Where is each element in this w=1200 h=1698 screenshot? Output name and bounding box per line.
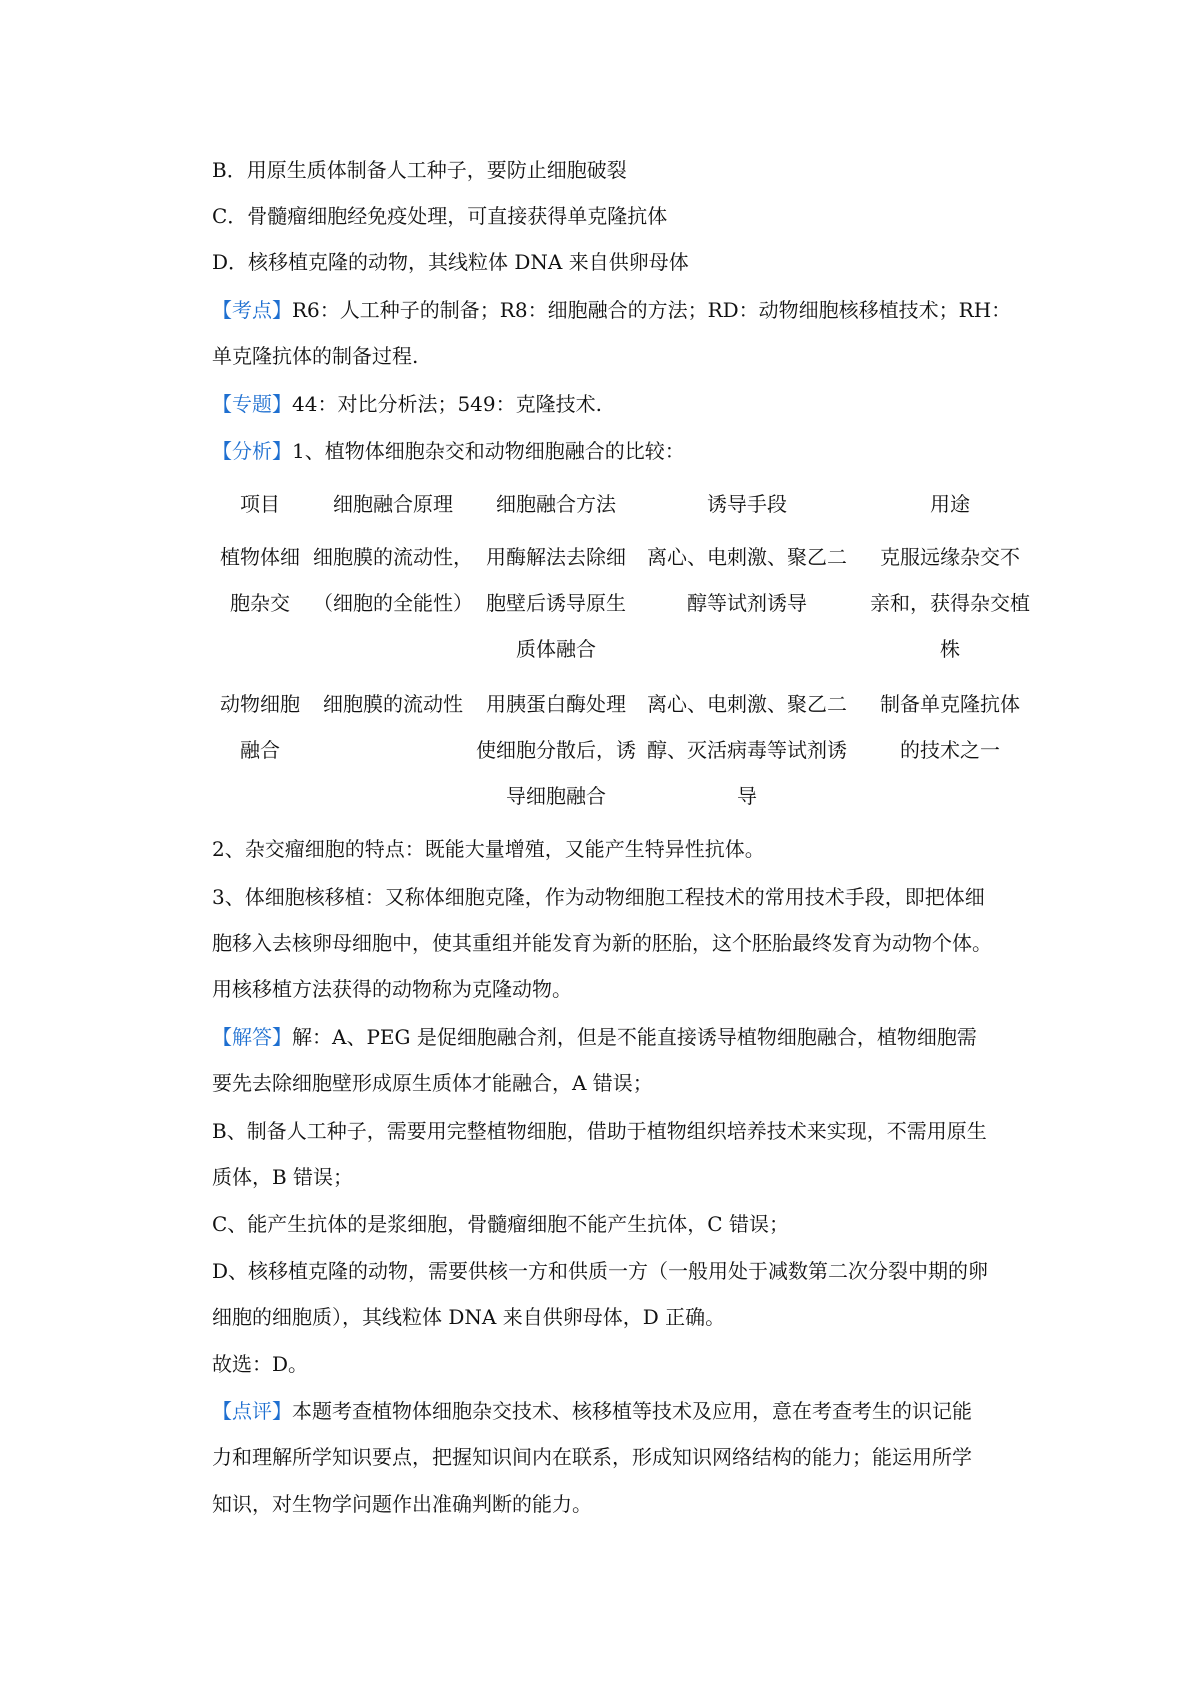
- dianping-text: 本题考查植物体细胞杂交技术、核移植等技术及应用，意在考查考生的识记能: [292, 1399, 972, 1423]
- fenxi-line: [212, 437, 1042, 465]
- table-cell: 胞壁后诱导原生: [486, 591, 626, 615]
- table-cell: 用酶解法去除细: [486, 545, 626, 569]
- fenxi-point-3-line-1: 3、体细胞核移植：又称体细胞克隆，作为动物细胞工程技术的常用技术手段，即把体细: [212, 885, 985, 909]
- kaodian-tag: 【考点】: [212, 298, 292, 322]
- jieda-choice: 故选：D。: [212, 1352, 309, 1376]
- option-c: C．骨髓瘤细胞经免疫处理，可直接获得单克隆抗体: [212, 204, 668, 228]
- table-header-induction: 诱导手段: [707, 492, 787, 516]
- table-cell: 导: [737, 784, 757, 808]
- dianping-line-1: [212, 1397, 1042, 1425]
- jieda-a-line-2: 要先去除细胞壁形成原生质体才能融合，A 错误；: [212, 1071, 653, 1095]
- jieda-b-line-2: 质体，B 错误；: [212, 1165, 354, 1189]
- table-cell: 离心、电刺激、聚乙二: [647, 545, 847, 569]
- table-header-method: 细胞融合方法: [496, 492, 616, 516]
- table-cell: 克服远缘杂交不: [880, 545, 1020, 569]
- table-cell: 细胞膜的流动性: [323, 692, 463, 716]
- table-cell: 融合: [240, 738, 280, 762]
- dianping-line-2: 力和理解所学知识要点，把握知识间内在联系，形成知识网络结构的能力；能运用所学: [212, 1445, 972, 1469]
- kaodian-text: R6：人工种子的制备；R8：细胞融合的方法；RD：动物细胞核移植技术；RH：: [292, 298, 1012, 322]
- jieda-line-1: [212, 1023, 1042, 1051]
- jieda-a-text: 解：A、PEG 是促细胞融合剂，但是不能直接诱导植物细胞融合，植物细胞需: [292, 1025, 977, 1049]
- table-cell: 动物细胞: [220, 692, 300, 716]
- jieda-tag: 【解答】: [212, 1025, 292, 1049]
- kaodian-line-2: 单克隆抗体的制备过程.: [212, 344, 419, 368]
- fenxi-point-3-line-2: 胞移入去核卵母细胞中，使其重组并能发育为新的胚胎，这个胚胎最终发育为动物个体。: [212, 931, 992, 955]
- option-d: D．核移植克隆的动物，其线粒体 DNA 来自供卵母体: [212, 250, 689, 274]
- table-cell: 离心、电刺激、聚乙二: [647, 692, 847, 716]
- table-header-principle: 细胞融合原理: [333, 492, 453, 516]
- table-cell: 植物体细: [220, 545, 300, 569]
- jieda-d-line-1: D、核移植克隆的动物，需要供核一方和供质一方（一般用处于减数第二次分裂中期的卵: [212, 1259, 989, 1283]
- table-cell: （细胞的全能性）: [313, 591, 473, 615]
- table-header-item: 项目: [240, 492, 280, 516]
- table-cell: 细胞膜的流动性，: [313, 545, 473, 569]
- dianping-tag: 【点评】: [212, 1399, 292, 1423]
- zhuanti-line: [212, 390, 1042, 418]
- jieda-c-line-1: C、能产生抗体的是浆细胞，骨髓瘤细胞不能产生抗体，C 错误；: [212, 1212, 789, 1236]
- option-b: B．用原生质体制备人工种子，要防止细胞破裂: [212, 158, 627, 182]
- table-cell: 醇、灭活病毒等试剂诱: [647, 738, 847, 762]
- fenxi-intro: 1、植物体细胞杂交和动物细胞融合的比较：: [292, 439, 685, 463]
- table-header-use: 用途: [930, 492, 970, 516]
- jieda-b-line-1: B、制备人工种子，需要用完整植物细胞，借助于植物组织培养技术来实现，不需用原生: [212, 1119, 987, 1143]
- table-cell: 制备单克隆抗体: [880, 692, 1020, 716]
- table-cell: 醇等试剂诱导: [687, 591, 807, 615]
- kaodian-line-1: [212, 296, 1042, 324]
- fenxi-tag: 【分析】: [212, 439, 292, 463]
- zhuanti-tag: 【专题】: [212, 392, 292, 416]
- fenxi-point-2: 2、杂交瘤细胞的特点：既能大量增殖，又能产生特异性抗体。: [212, 837, 765, 861]
- table-cell: 用胰蛋白酶处理: [486, 692, 626, 716]
- dianping-line-3: 知识，对生物学问题作出准确判断的能力。: [212, 1492, 592, 1516]
- table-cell: 株: [940, 637, 960, 661]
- table-cell: 胞杂交: [230, 591, 290, 615]
- table-cell: 亲和，获得杂交植: [870, 591, 1030, 615]
- fenxi-point-3-line-3: 用核移植方法获得的动物称为克隆动物。: [212, 977, 572, 1001]
- table-cell: 质体融合: [516, 637, 596, 661]
- table-cell: 使细胞分散后，诱: [476, 738, 636, 762]
- zhuanti-text: 44：对比分析法；549：克隆技术.: [292, 392, 602, 416]
- table-cell: 导细胞融合: [506, 784, 606, 808]
- table-cell: 的技术之一: [900, 738, 1000, 762]
- jieda-d-line-2: 细胞的细胞质），其线粒体 DNA 来自供卵母体，D 正确。: [212, 1305, 726, 1329]
